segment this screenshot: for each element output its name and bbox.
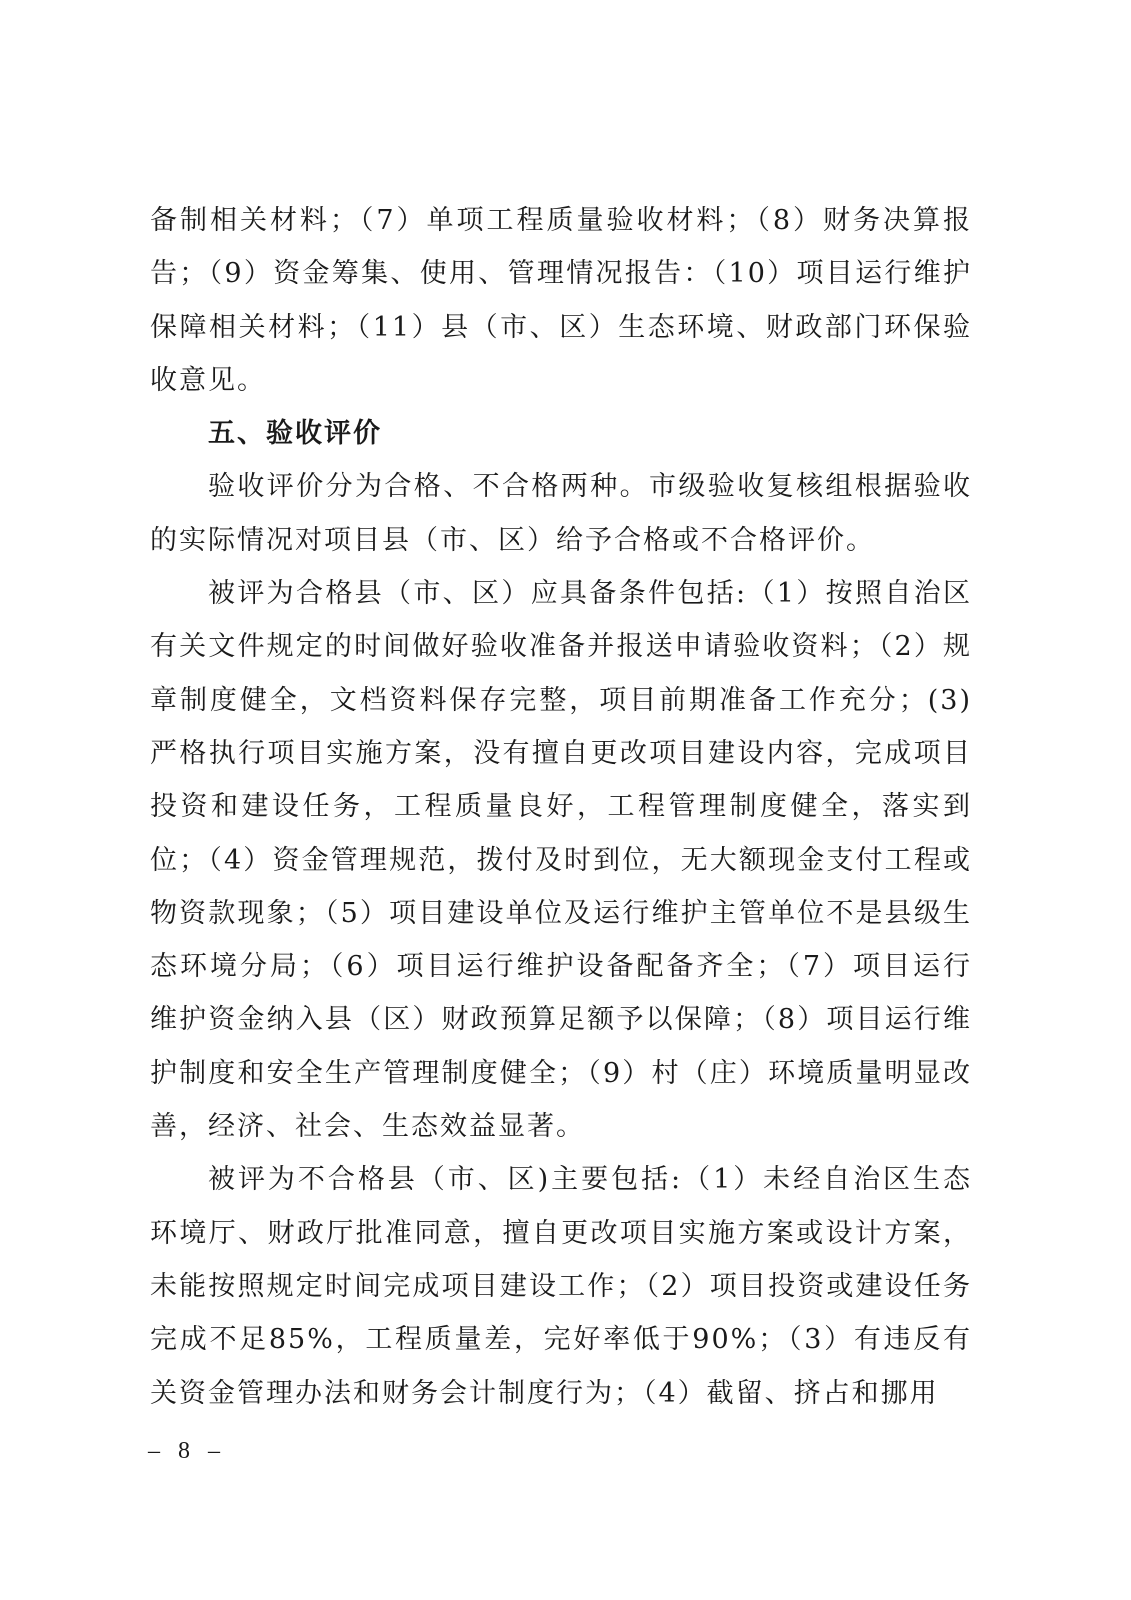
paragraph-evaluation-types: 验收评价分为合格、不合格两种。市级验收复核组根据验收的实际情况对项目县（市、区）给予合格或不合格评价。 bbox=[150, 471, 972, 556]
section-heading-acceptance-evaluation: 五、验收评价 bbox=[208, 418, 382, 450]
paragraph-materials-list: 备制相关材料；（7）单项工程质量验收材料；（8）财务决算报告；（9）资金筹集、使用、管理情况报告：（10）项目运行维护保障相关材料；（11）县（市、区）生态环境、财政部门环保验收意见。 bbox=[150, 205, 972, 396]
document-body bbox=[150, 194, 972, 1420]
paragraph-qualified-conditions: 被评为合格县（市、区）应具备条件包括:（1）按照自治区有关文件规定的时间做好验收准备并报送申请验收资料；（2）规章制度健全，文档资料保存完整，项目前期准备工作充分；(3)严格执行项目实施方案，没有擅自更改项目建设内容，完成项目投资和建设任务，工程质量良好，工程管理制度健全，落实到位；（4）资金管理规范，拨付及时到位，无大额现金支付工程或物资款现象；（5）项目建设单位及运行维护主管单位不是县级生态环境分局；（6）项目运行维护设备配备齐全；（7）项目运行维护资金纳入县（区）财政预算足额予以保障；（8）项目运行维护制度和安全生产管理制度健全；（9）村（庄）环境质量明显改善，经济、社会、生态效益显著。 bbox=[150, 578, 972, 1143]
page-number: – 8 – bbox=[148, 1438, 226, 1464]
paragraph-unqualified-conditions: 被评为不合格县（市、区)主要包括:（1）未经自治区生态环境厅、财政厅批准同意，擅自更改项目实施方案或设计方案，未能按照规定时间完成项目建设工作；（2）项目投资或建设任务完成不足85%，工程质量差，完好率低于90%；（3）有违反有关资金管理办法和财务会计制度行为；（4）截留、挤占和挪用 bbox=[150, 1164, 972, 1409]
